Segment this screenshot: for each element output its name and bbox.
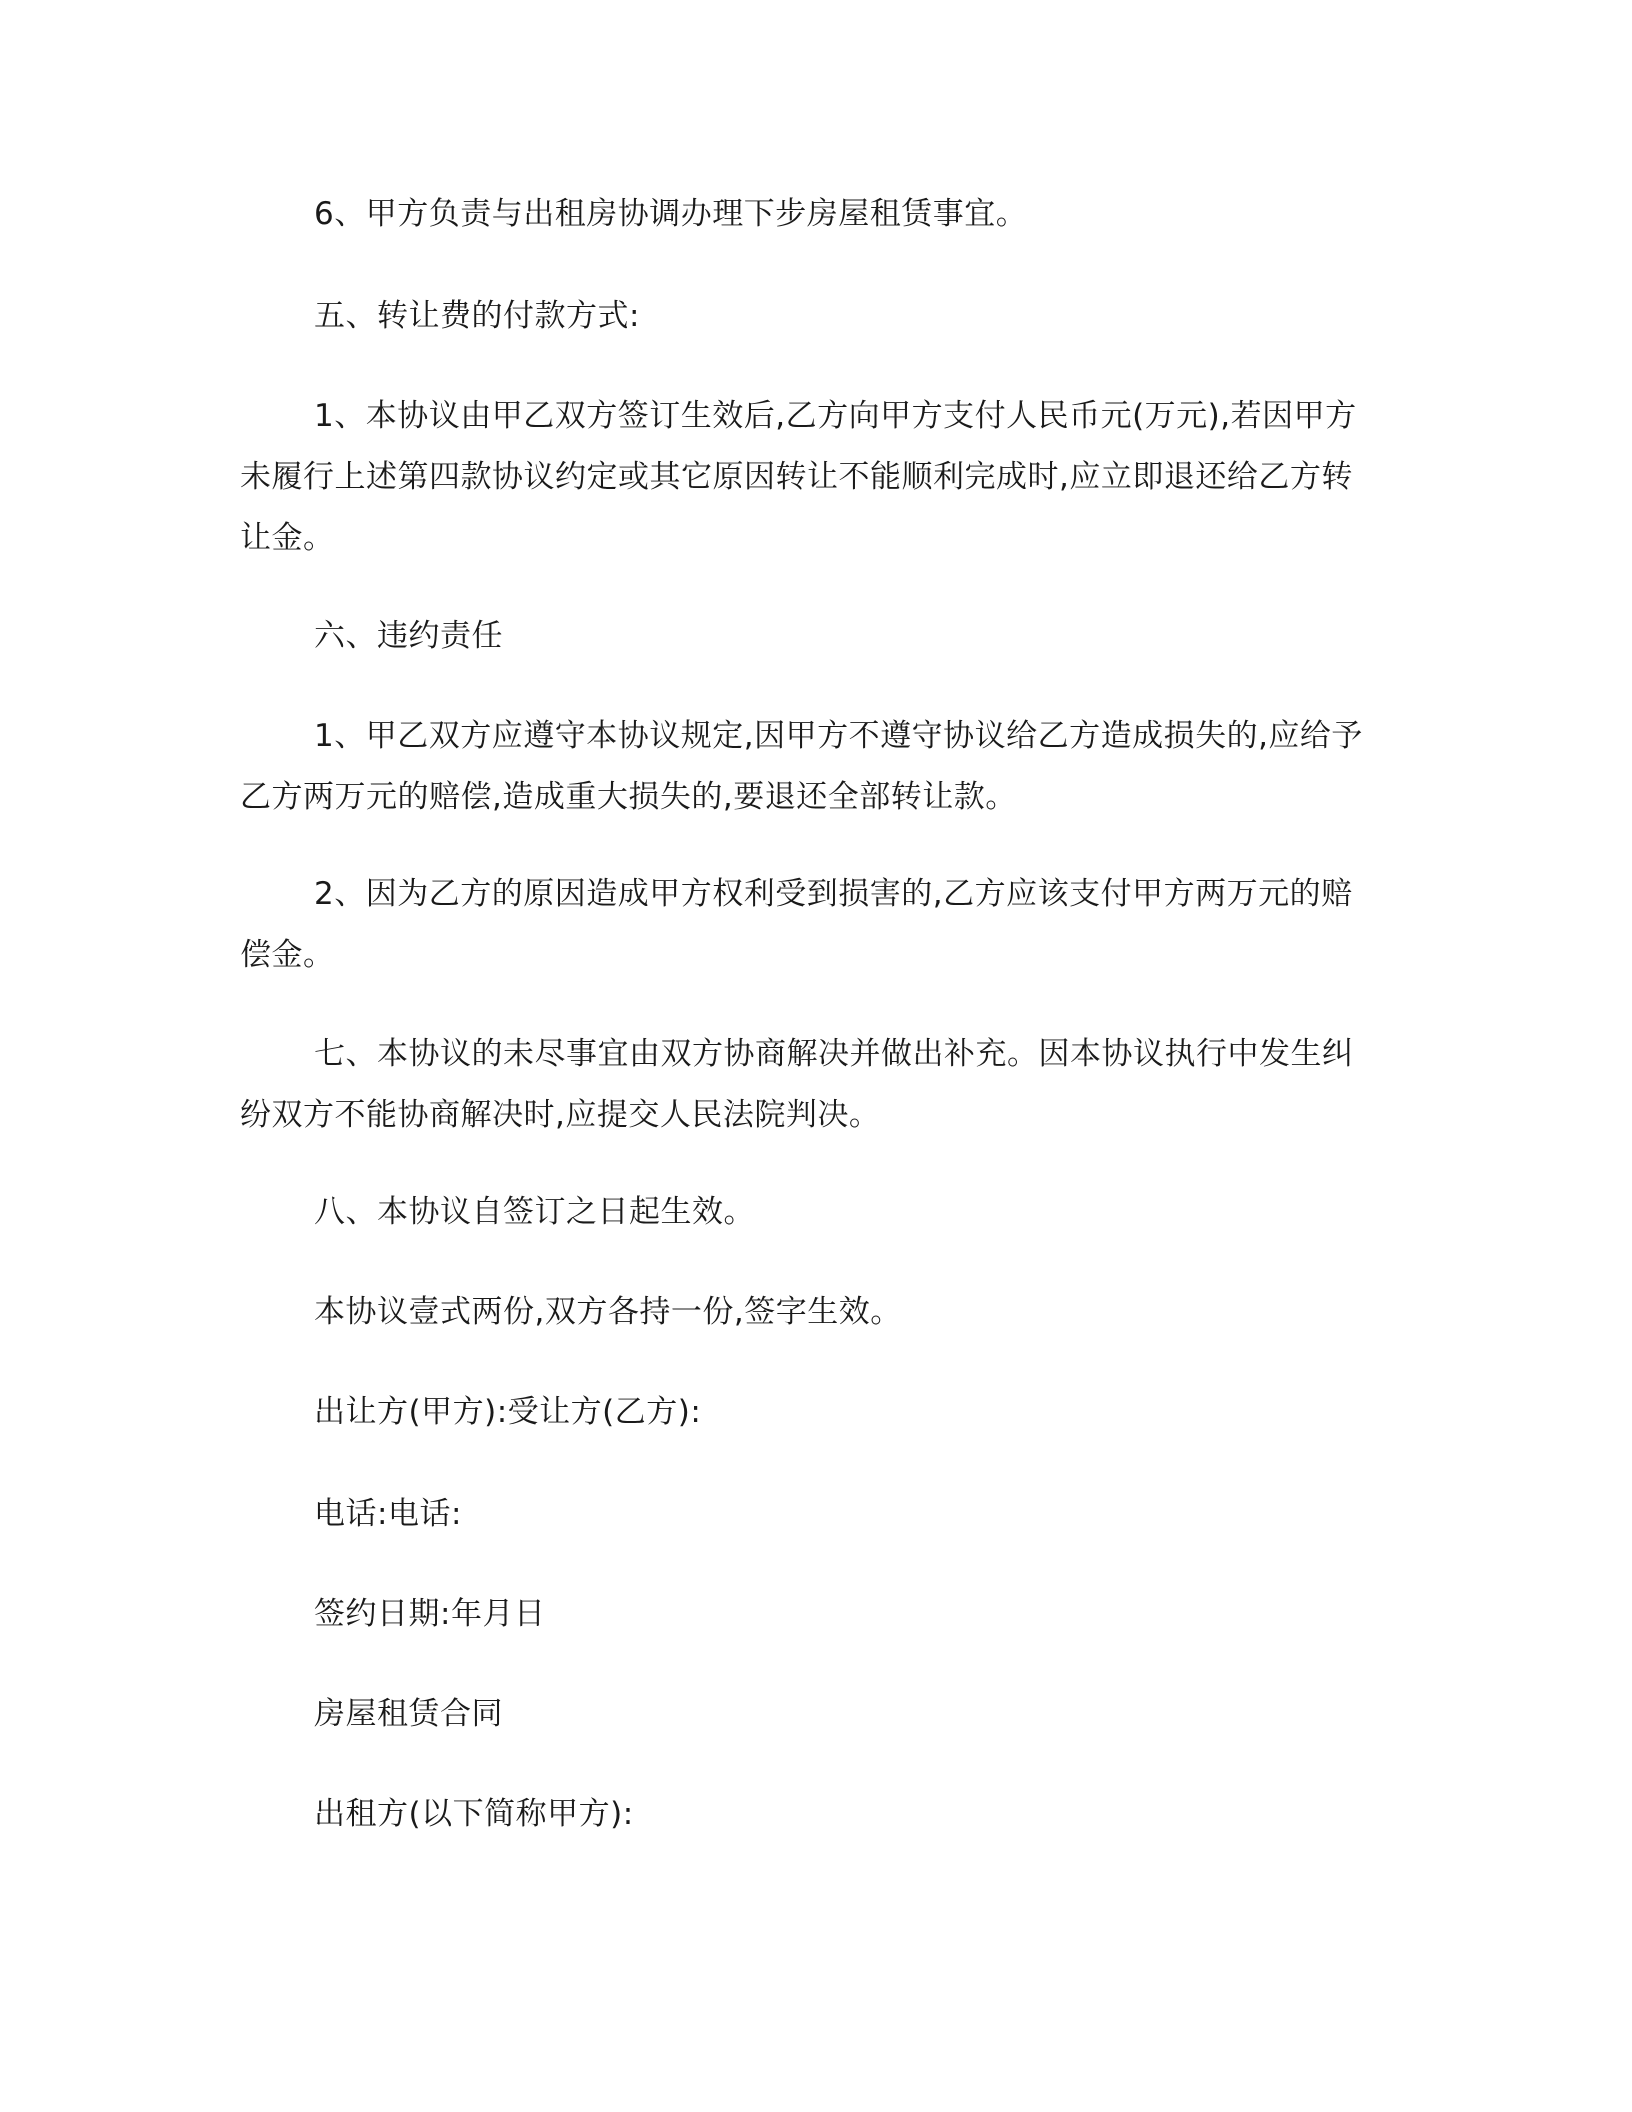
section-8-paragraph: 八、本协议自签订之日起生效。 [314, 1194, 755, 1230]
payment-clause-1-paragraph: 1、本协议由甲乙双方签订生效后,乙方向甲方支付人民币元(万元),若因甲方未履行上述第四款协议约定或其它原因转让不能顺利完成时,应立即退还给乙方转让金。 [240, 398, 1357, 556]
section-7-paragraph: 七、本协议的未尽事宜由双方协商解决并做出补充。因本协议执行中发生纠纷双方不能协商解决时,应提交人民法院判决。 [240, 1036, 1354, 1133]
signing-date-line: 签约日期:年月日 [314, 1596, 546, 1632]
section-5-heading: 五、转让费的付款方式: [314, 298, 640, 334]
clause-6-paragraph: 6、甲方负责与出租房协调办理下步房屋租赁事宜。 [314, 196, 1028, 232]
copies-statement: 本协议壹式两份,双方各持一份,签字生效。 [314, 1294, 902, 1330]
contract-title: 房屋租赁合同 [314, 1696, 503, 1732]
section-6-heading: 六、违约责任 [314, 618, 503, 654]
lessor-line: 出租方(以下简称甲方): [314, 1796, 634, 1832]
liability-clause-1-paragraph: 1、甲乙双方应遵守本协议规定,因甲方不遵守协议给乙方造成损失的,应给予乙方两万元的赔偿,造成重大损失的,要退还全部转让款。 [240, 718, 1363, 815]
parties-signature-line: 出让方(甲方):受让方(乙方): [314, 1394, 702, 1430]
liability-clause-2-paragraph: 2、因为乙方的原因造成甲方权利受到损害的,乙方应该支付甲方两万元的赔偿金。 [240, 876, 1353, 973]
phone-line: 电话:电话: [314, 1496, 462, 1532]
